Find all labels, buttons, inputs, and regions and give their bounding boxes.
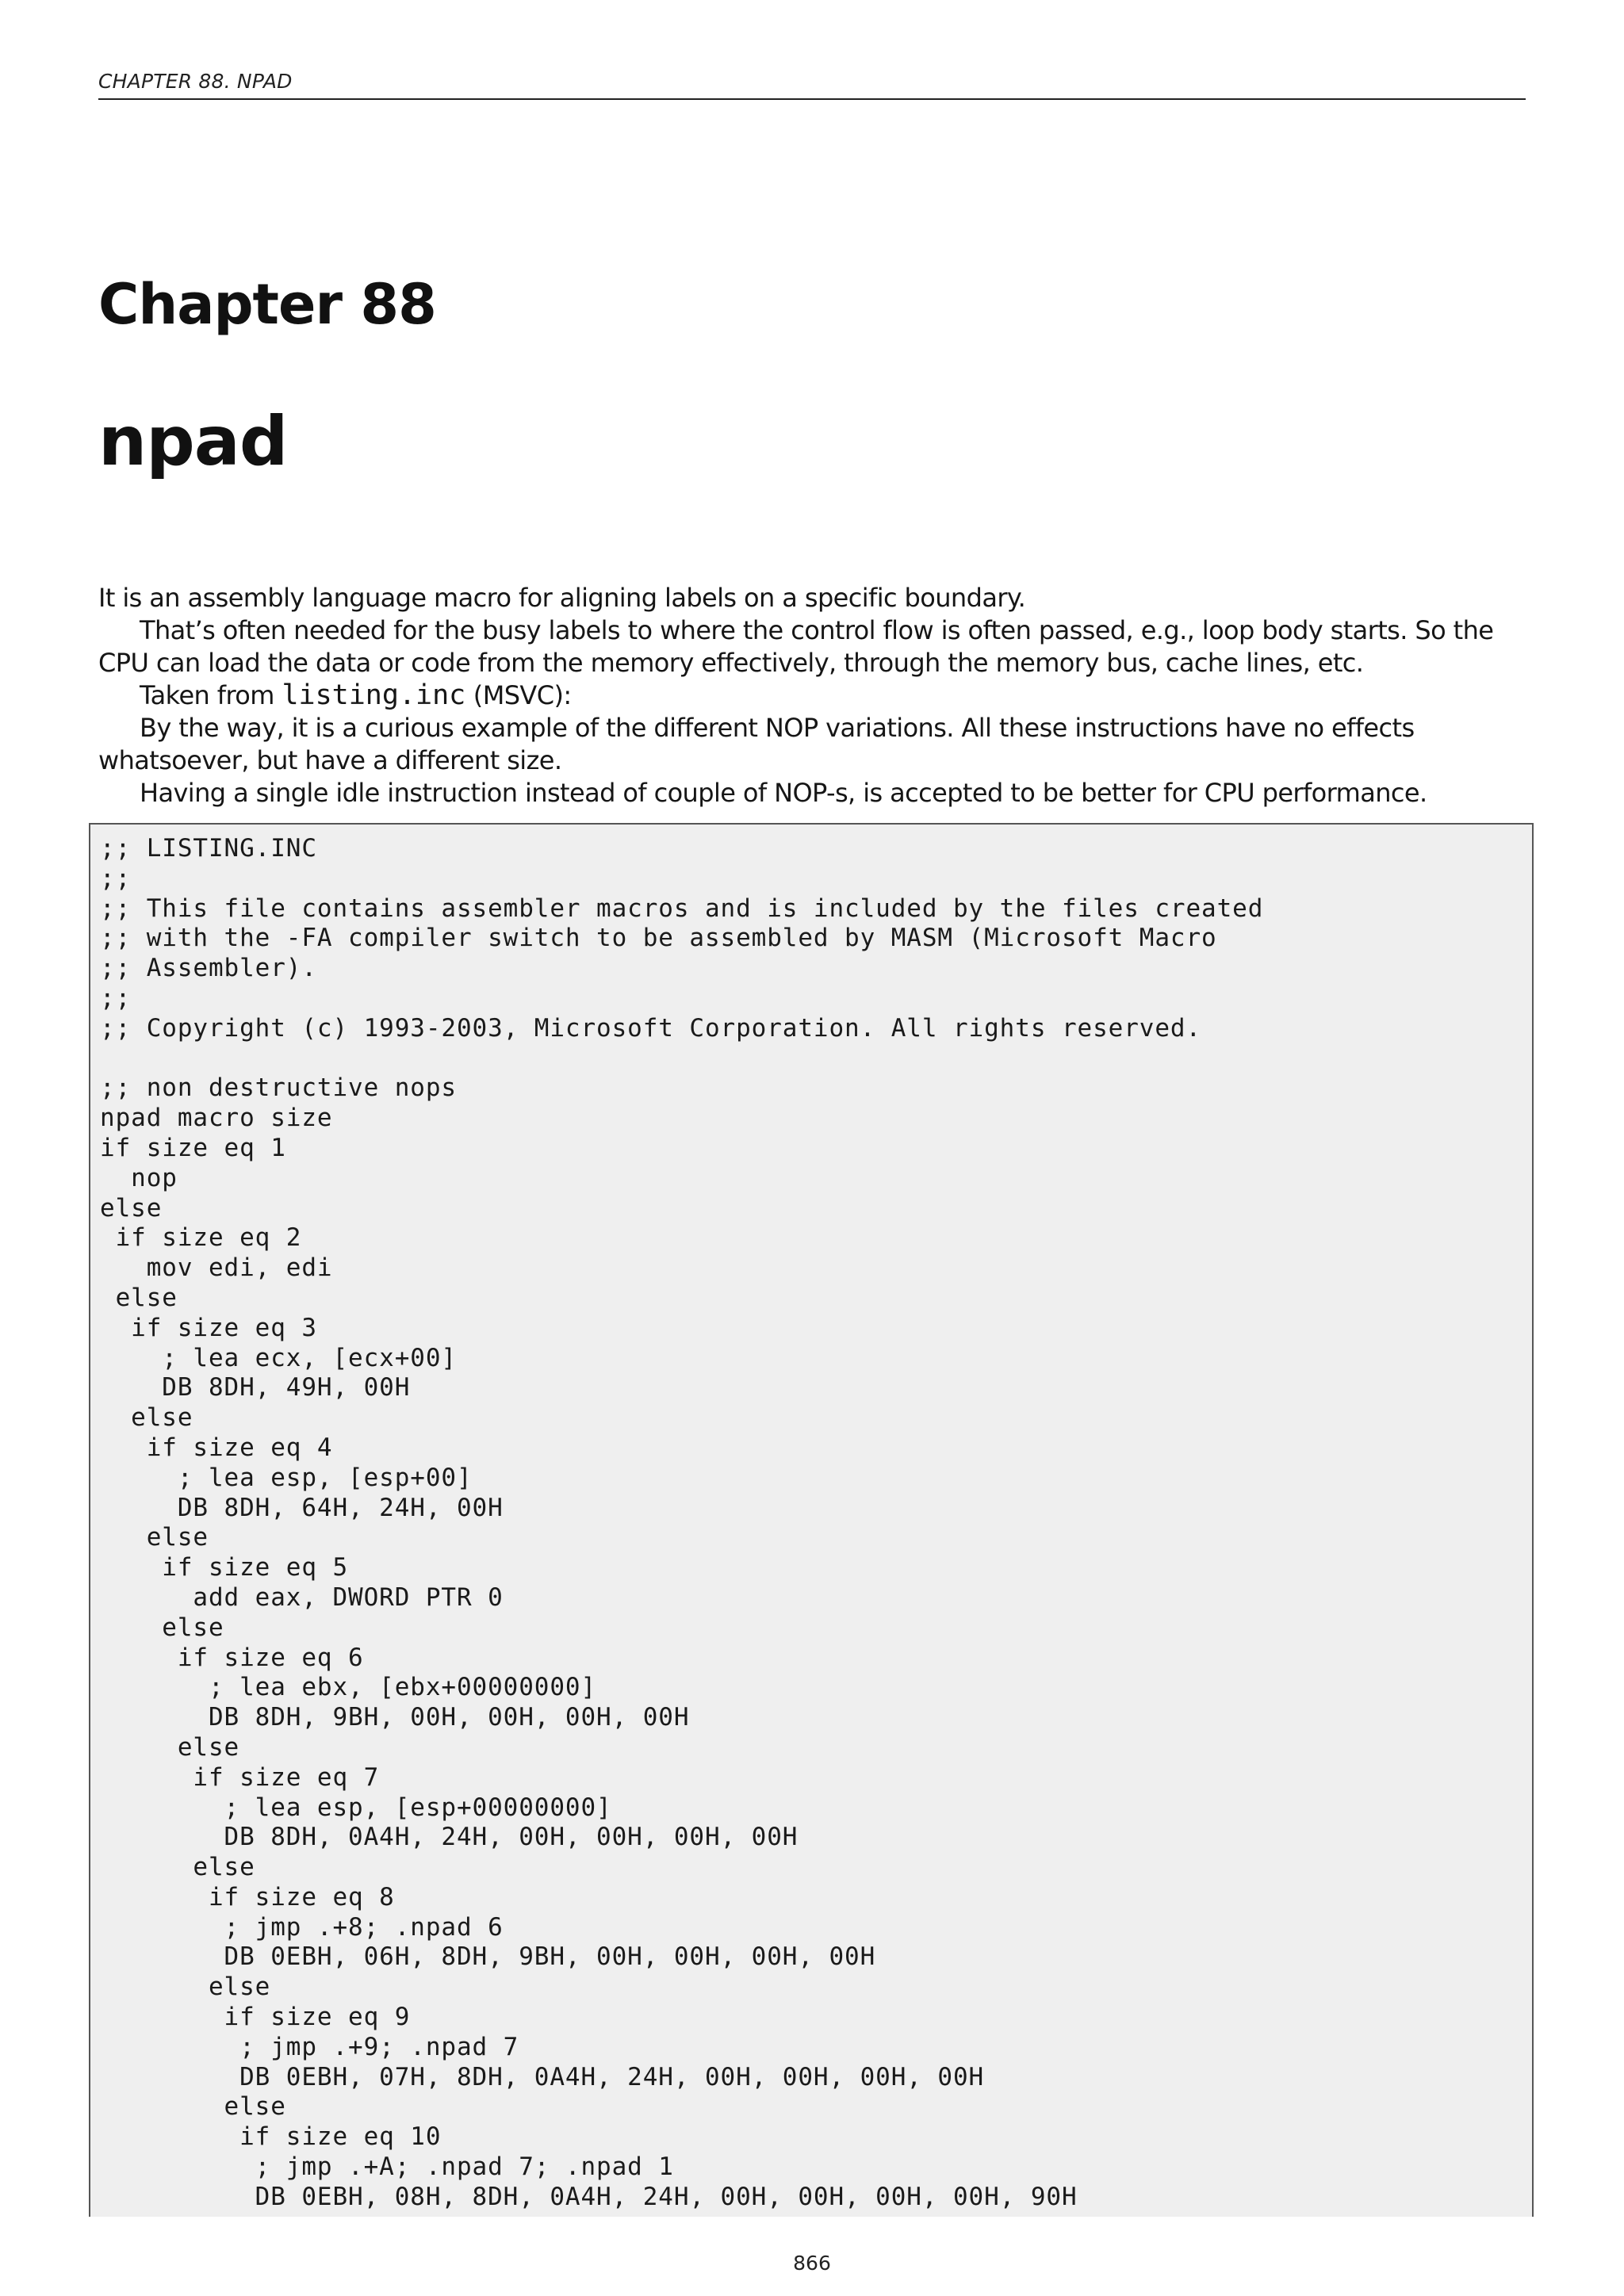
- inline-code-filename: listing.inc: [282, 679, 466, 711]
- running-header-title: CHAPTER 88. NPAD: [98, 70, 293, 93]
- page-number: 866: [793, 2252, 831, 2275]
- paragraph-busy-labels: That’s often needed for the busy labels to where the control flow is often passed, e.g., loop body starts. So the CPU can load the data or code from the memory effectively, through the memory bus, cache lines, etc.: [98, 615, 1494, 678]
- paragraph-nop-variations: By the way, it is a curious example of the different NOP variations. All these instructions have no effects whatsoever, but have a different size.: [98, 713, 1415, 775]
- chapter-body: [98, 582, 1527, 809]
- paragraph-source-suffix: (MSVC):: [465, 680, 572, 710]
- code-listing-box: [89, 823, 1534, 2217]
- code-listing: ;; LISTING.INC ;; ;; This file contains assembler macros and is included by the files created ;; with the -FA compiler switch to be assembled by MASM (Microsoft Macro ;; Assembler). ;; ;; Copyright (c) 1993-2003, Microsoft Corporation. All rights reserved. ;; non destructive nops npad macro size if size eq 1 nop else if size eq 2 mov edi, edi else if size eq 3 ; lea ecx, [ecx+00] DB 8DH, 49H, 00H else if size eq 4 ; lea esp, [esp+00] DB 8DH, 64H, 24H, 00H else if size eq 5 add eax, DWORD PTR 0 else if size eq 6 ; lea ebx, [ebx+00000000] DB 8DH, 9BH, 00H, 00H, 00H, 00H else if size eq 7 ; lea esp, [esp+00000000] DB 8DH, 0A4H, 24H, 00H, 00H, 00H, 00H else if size eq 8 ; jmp .+8; .npad 6 DB 0EBH, 06H, 8DH, 9BH, 00H, 00H, 00H, 00H else if size eq 9 ; jmp .+9; .npad 7 DB 0EBH, 07H, 8DH, 0A4H, 24H, 00H, 00H, 00H, 00H else if size eq 10 ; jmp .+A; .npad 7; .npad 1 DB 0EBH, 08H, 8DH, 0A4H, 24H, 00H, 00H, 00H, 00H, 90H: [100, 834, 1264, 2211]
- paragraph-source-text: Taken from: [140, 680, 282, 710]
- paragraph-performance: Having a single idle instruction instead of couple of NOP-s, is accepted to be better for CPU performance.: [140, 778, 1427, 808]
- chapter-title: npad: [98, 402, 288, 481]
- paragraph-source: [98, 679, 1527, 712]
- chapter-label: Chapter 88: [98, 272, 436, 337]
- running-header: [98, 70, 1526, 100]
- paragraph-intro: It is an assembly language macro for aligning labels on a specific boundary.: [98, 583, 1026, 613]
